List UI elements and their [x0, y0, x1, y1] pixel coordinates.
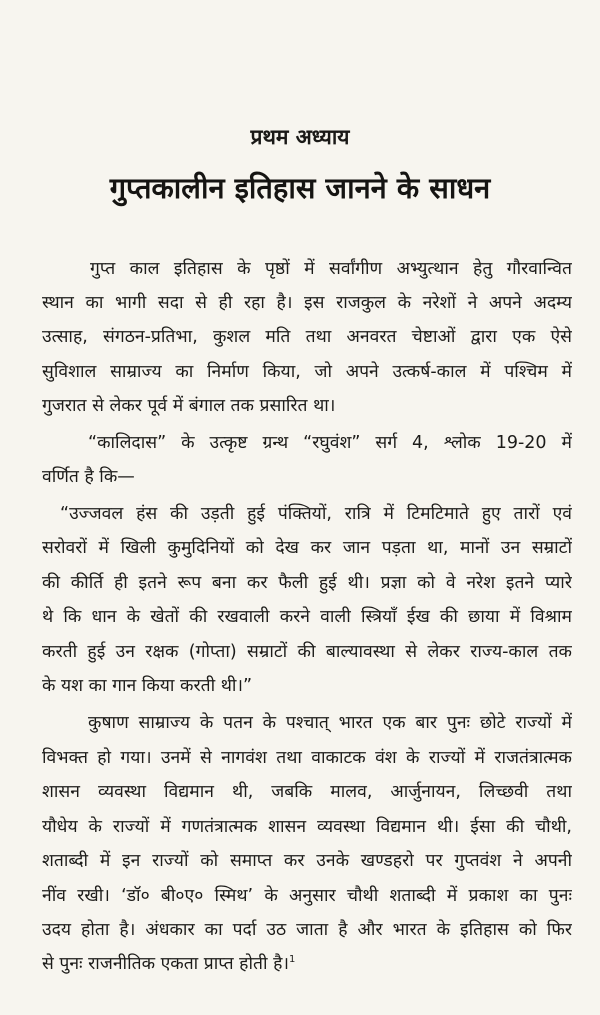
text-line: गुप्त काल इतिहास के पृष्ठों में सर्वांगीण अभ्युत्थान हेतु गौरवान्वित [90, 259, 572, 279]
text-line: “कालिदास” के उत्कृष्ट ग्रन्थ “रघुवंश” सर्ग 4, श्लोक 19-20 में [88, 433, 572, 453]
quote-line: की कीर्ति ही इतने रूप बना कर फैली हुई थी। प्रज्ञा को वे नरेश इतने प्यारे [42, 573, 572, 593]
text-line-content: से पुनः राजनीतिक एकता प्राप्त होती है। [42, 954, 289, 974]
text-line [42, 948, 572, 980]
quote-line: थे कि धान के खेतों की रखवाली करने वाली स्त्रियाँ ईख की छाया में विश्राम [42, 607, 572, 627]
quote-line: “उज्जवल हंस की उड़ती हुई पंक्तियों, रात्रि में टिमटिमाते हुए तारों एवं [60, 504, 572, 524]
text-line: उत्साह, संगठन-प्रतिभा, कुशल मति तथा अनवरत चेष्टाओं द्वारा एक ऐसे [42, 327, 572, 347]
footnote-marker: 1 [289, 954, 296, 966]
text-line: विभक्त हो गया। उनमें से नागवंश तथा वाकाटक वंश के राज्यों में राजतंत्रात्मक [42, 748, 572, 768]
text-line: नींव रखी। ‘डॉ० बी०ए० स्मिथ’ के अनुसार चौथी शताब्दी में प्रकाश का पुनः [42, 886, 572, 906]
chapter-title: गुप्तकालीन इतिहास जानने के साधन [109, 171, 491, 205]
text-line: उदय होता है। अंधकार का पर्दा उठ जाता है और भारत के इतिहास को फिर [42, 920, 572, 940]
text-line: शताब्दी में इन राज्यों को समाप्त कर उनके खण्डहरो पर गुप्तवंश ने अपनी [42, 851, 572, 871]
text-line: यौधेय के राज्यों में गणतंत्रात्मक शासन व्यवस्था विद्यमान थी। ईसा की चौथी, [42, 817, 572, 837]
text-line: गुजरात से लेकर पूर्व में बंगाल तक प्रसारित था। [42, 396, 336, 416]
chapter-label: प्रथम अध्याय [250, 125, 350, 149]
quote-line: सरोवरों में खिली कुमुदिनियों को देख कर जान पड़ता था, मानों उन सम्राटों [42, 538, 572, 558]
quote-line: के यश का गान किया करती थी।” [42, 676, 253, 696]
text-line: शासन व्यवस्था विद्यमान थी, जबकि मालव, आर्जुनायन, लिच्छवी तथा [42, 782, 572, 802]
text-line: कुषाण साम्राज्य के पतन के पश्चात् भारत एक बार पुनः छोटे राज्यों में [88, 713, 572, 733]
text-line: वर्णित है कि— [42, 467, 135, 487]
text-line: स्थान का भागी सदा से ही रहा है। इस राजकुल के नरेशों ने अपने अदम्य [42, 293, 572, 313]
quote-line: करती हुई उन रक्षक (गोप्ता) सम्राटों की बाल्यावस्था से लेकर राज्य-काल तक [42, 642, 572, 662]
text-line: सुविशाल साम्राज्य का निर्माण किया, जो अपने उत्कर्ष-काल में पश्चिम में [42, 362, 572, 382]
